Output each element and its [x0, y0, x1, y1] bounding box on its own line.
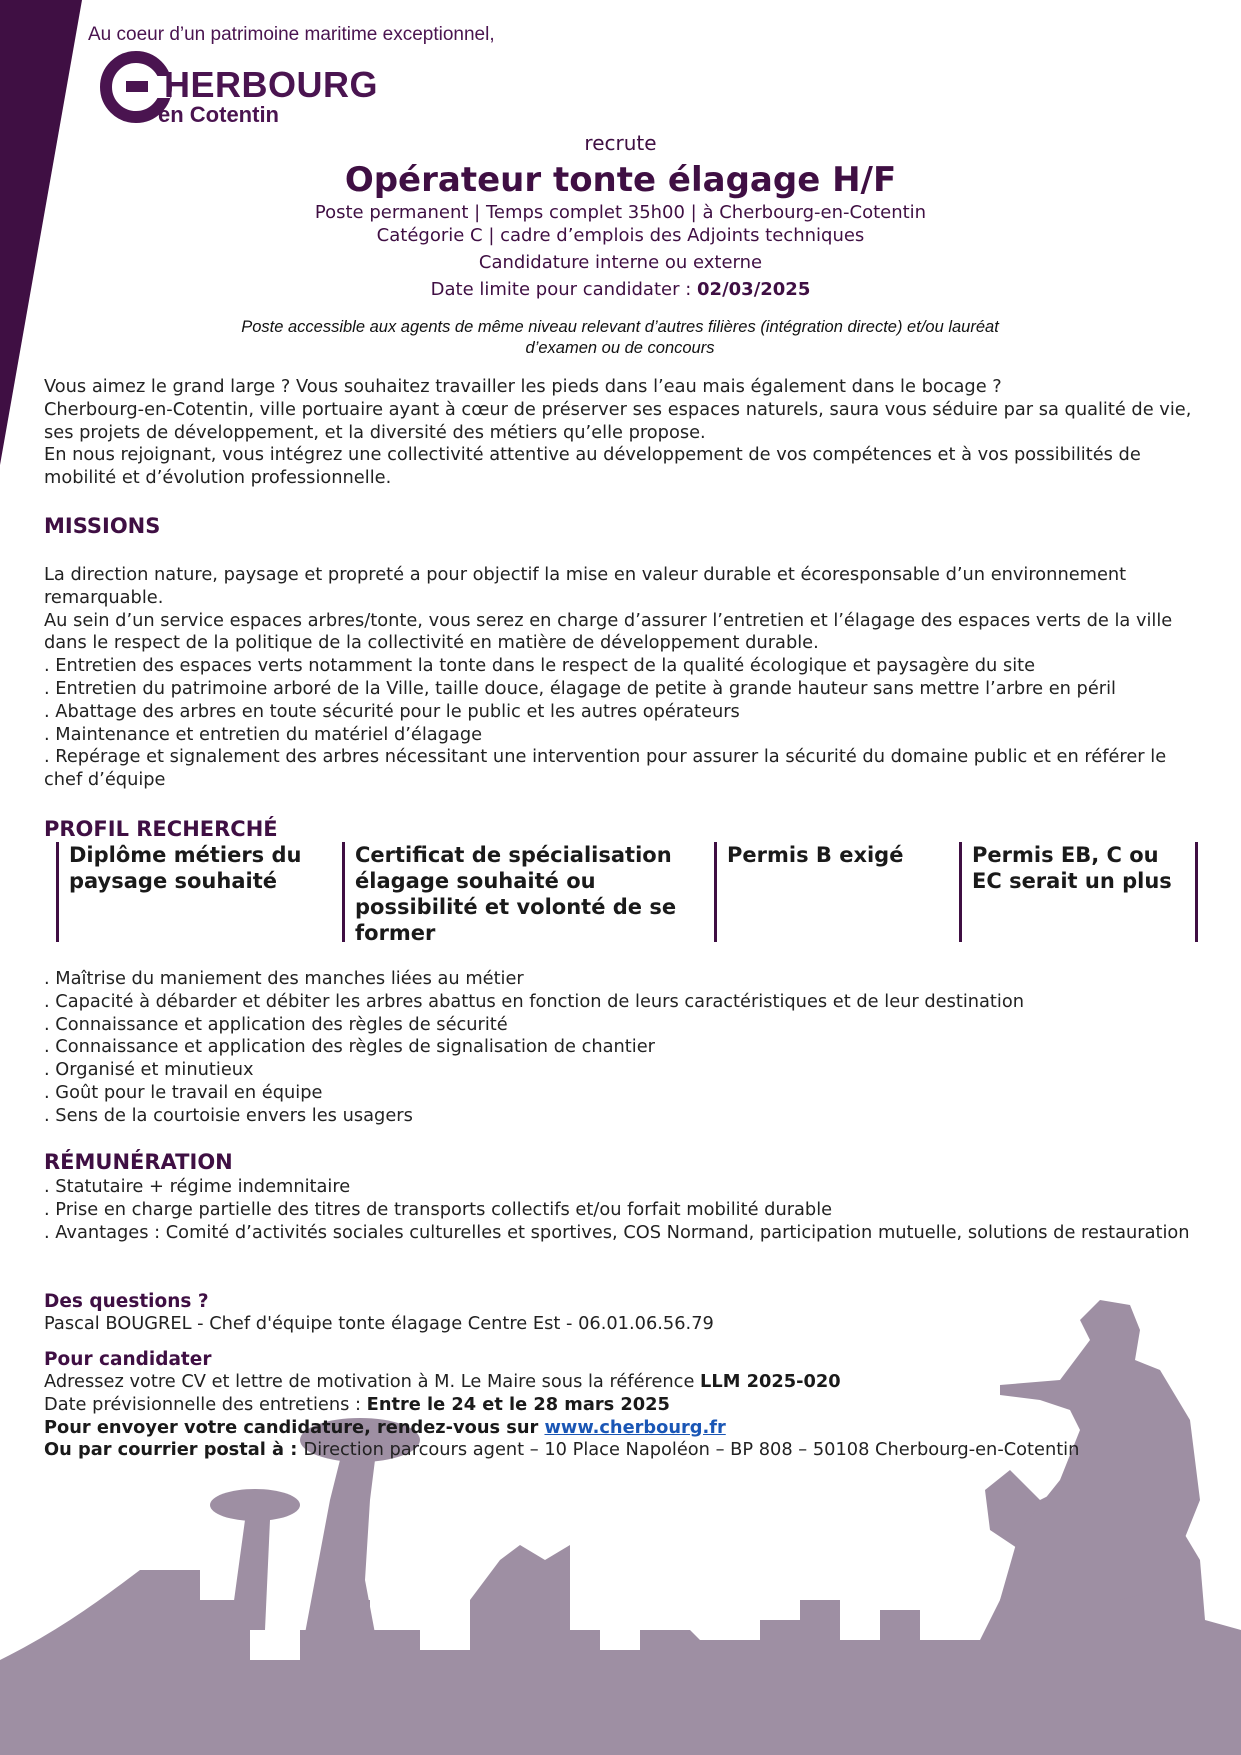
candidater-online-line	[44, 1417, 1204, 1440]
candidater-heading: Pour candidater	[44, 1349, 212, 1370]
missions-heading: MISSIONS	[44, 514, 161, 538]
postal-address: Direction parcours agent – 10 Place Napoléon – BP 808 – 50108 Cherbourg-en-Cotentin	[303, 1439, 1080, 1461]
questions-contact: Pascal BOUGREL - Chef d'équipe tonte élagage Centre Est - 06.01.06.56.79	[44, 1313, 714, 1334]
intro-line: En nous rejoignant, vous intégrez une collectivité attentive au développement de vos compétences et à vos possibilités de mobilité et d’évolution professionnelle.	[44, 444, 1141, 489]
deadline-value: 02/03/2025	[697, 279, 811, 300]
requirement-box: Diplôme métiers du paysage souhaité	[56, 842, 338, 942]
logo-wordmark: HERBOURG	[164, 64, 379, 105]
remuneration-line: . Statutaire + régime indemnitaire	[44, 1176, 351, 1197]
job-candidature-type: Candidature interne ou externe	[478, 252, 763, 273]
requirement-box: Certificat de spécialisation élagage souhaité ou possibilité et volonté de se former	[342, 842, 710, 942]
deadline	[0, 279, 1241, 300]
intro-line: Vous aimez le grand large ? Vous souhaitez travailler les pieds dans l’eau mais également dans le bocage ?	[44, 376, 1002, 397]
intro-line: Cherbourg-en-Cotentin, ville portuaire ayant à cœur de préserver ses espaces naturels, saura vous séduire par sa qualité de vie, ses projets de développement, et la diversité des métiers qu’elle propose.	[44, 398, 1192, 443]
logo-subtitle: en Cotentin	[158, 102, 279, 127]
profil-line: . Sens de la courtoisie envers les usagers	[44, 1104, 413, 1126]
mission-line: . Maintenance et entretien du matériel d’élagage	[44, 723, 483, 745]
tagline: Au coeur d’un patrimoine maritime exceptionnel,	[88, 24, 495, 45]
profil-line: . Connaissance et application des règles de sécurité	[44, 1013, 508, 1035]
cherbourg-logo	[98, 50, 398, 132]
profil-list	[44, 968, 1204, 1128]
requirement-divider	[1195, 842, 1198, 942]
remuneration-heading: RÉMUNÉRATION	[44, 1150, 233, 1174]
eligibility-note-line: Poste accessible aux agents de même niveau relevant d’autres filières (intégration directe) et/ou lauréat	[241, 318, 999, 336]
profil-line: . Goût pour le travail en équipe	[44, 1081, 323, 1103]
website-link[interactable]: www.cherbourg.fr	[544, 1416, 726, 1438]
online-label: Pour envoyer votre candidature, rendez-vous sur	[44, 1416, 545, 1438]
profil-line: . Maîtrise du maniement des manches liées au métier	[44, 968, 524, 989]
candidater-details	[44, 1371, 1204, 1462]
remuneration-line: . Avantages : Comité d’activités sociales culturelles et sportives, COS Normand, participation mutuelle, solutions de restauration	[44, 1221, 1190, 1243]
profil-heading: PROFIL RECHERCHÉ	[44, 817, 278, 841]
mission-line: . Entretien des espaces verts notamment la tonte dans le respect de la qualité écologique et paysagère du site	[44, 655, 1036, 677]
candidater-postal-line	[44, 1439, 1204, 1462]
dates-value: Entre le 24 et le 28 mars 2025	[366, 1393, 670, 1415]
deadline-label: Date limite pour candidater :	[430, 279, 698, 300]
questions-heading: Des questions ?	[44, 1291, 209, 1312]
reference-code: LLM 2025-020	[700, 1371, 841, 1392]
profil-line: . Capacité à débarder et débiter les arbres abattus en fonction de leurs caractéristiques et de leur destination	[44, 990, 1024, 1012]
mission-line: . Entretien du patrimoine arboré de la Ville, taille douce, élagage de petite à grande hauteur sans mettre l’arbre en péril	[44, 677, 1116, 699]
candidater-reference-line	[44, 1371, 1204, 1394]
missions-list	[44, 564, 1204, 792]
recrute-label: recrute	[584, 131, 657, 155]
eligibility-note-line: d’examen ou de concours	[525, 339, 715, 357]
job-category: Catégorie C | cadre d’emplois des Adjoints techniques	[376, 225, 865, 246]
mission-line: Au sein d’un service espaces arbres/tonte, vous serez en charge d’assurer l’entretien et l’élagage des espaces verts de la ville dans le respect de la politique de la collectivité en matière de développement durable.	[44, 609, 1173, 654]
remuneration-list	[44, 1176, 1204, 1244]
mission-line: . Abattage des arbres en toute sécurité pour le public et les autres opérateurs	[44, 700, 740, 722]
postal-label: Ou par courrier postal à :	[44, 1439, 304, 1461]
candidater-dates-line	[44, 1394, 1204, 1417]
requirement-box: Permis EB, C ou EC serait un plus	[959, 842, 1195, 942]
dates-label: Date prévisionnelle des entretiens :	[44, 1393, 367, 1415]
eligibility-note	[170, 317, 1070, 359]
job-contract: Poste permanent | Temps complet 35h00 | à Cherbourg-en-Cotentin	[314, 202, 927, 223]
mission-line: La direction nature, paysage et propreté a pour objectif la mise en valeur durable et écoresponsable d’un environnement remarquable.	[44, 564, 1127, 608]
job-title: Opérateur tonte élagage H/F	[344, 160, 897, 200]
reference-text: Adressez votre CV et lettre de motivation à M. Le Maire sous la référence	[44, 1371, 701, 1392]
profil-line: . Connaissance et application des règles de signalisation de chantier	[44, 1036, 655, 1058]
profil-line: . Organisé et minutieux	[44, 1059, 254, 1081]
mission-line: . Repérage et signalement des arbres nécessitant une intervention pour assurer la sécurité du domaine public et en référer le chef d’équipe	[44, 746, 1167, 791]
requirement-box: Permis B exigé	[714, 842, 956, 942]
intro-text	[44, 376, 1204, 490]
remuneration-line: . Prise en charge partielle des titres de transports collectifs et/ou forfait mobilité durable	[44, 1198, 833, 1220]
